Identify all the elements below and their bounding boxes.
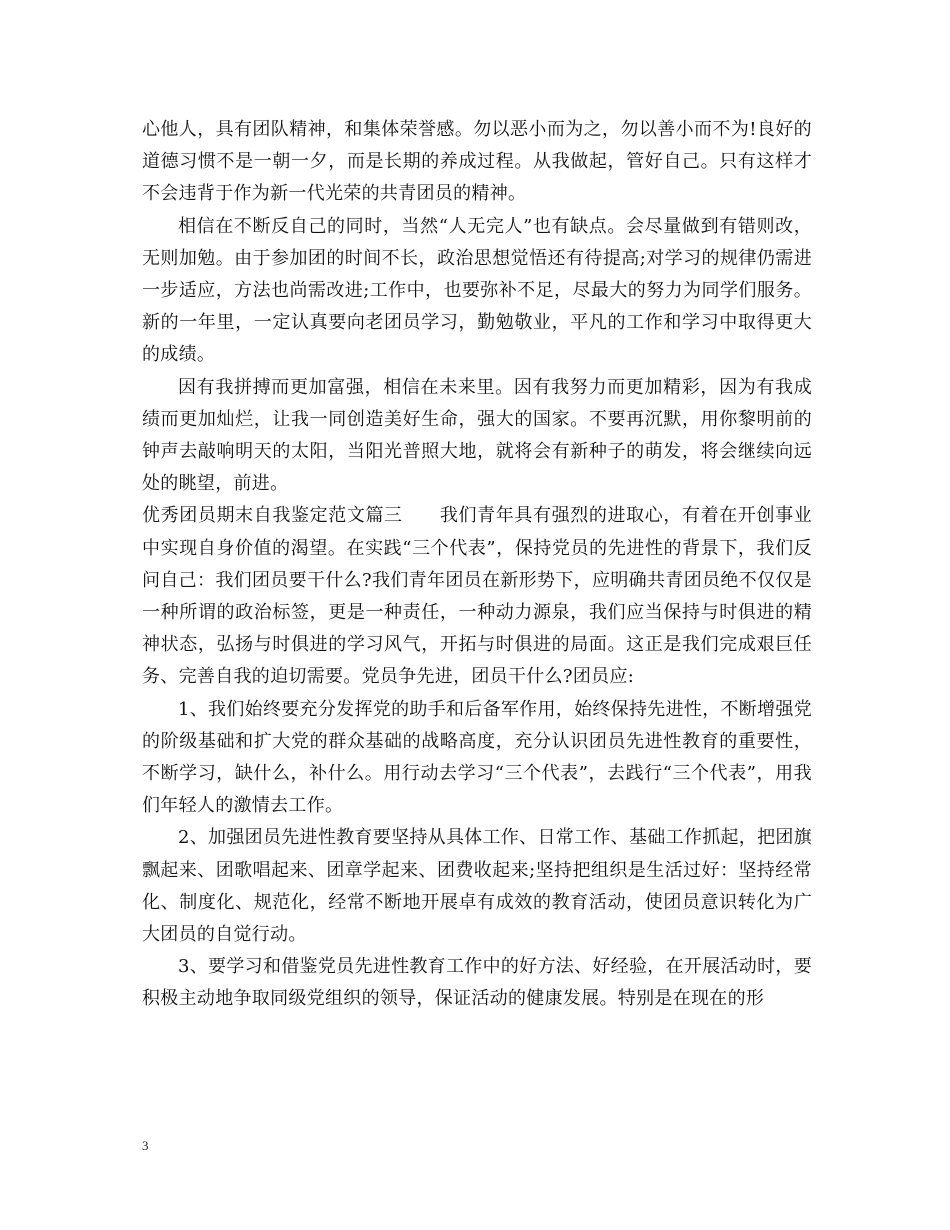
page-number: 3 xyxy=(142,1138,149,1153)
document-body xyxy=(142,114,812,1016)
paragraph-self-reflection: 相信在不断反自己的同时，当然“人无完人”也有缺点。会尽量做到有错则改，无则加勉。由于参加团的时间不长，政治思想觉悟还有待提高;对学习的规律仍需进一步适应，方法也尚需改进;工作中，也要弥补不足，尽最大的努力为同学们服务。新的一年里，一定认真要向老团员学习，勤勉敬业，平凡的工作和学习中取得更大的成绩。 xyxy=(142,215,812,366)
paragraph-continuation: 心他人，具有团队精神，和集体荣誉感。勿以恶小而为之，勿以善小而不为!良好的道德习惯不是一朝一夕，而是长期的养成过程。从我做起，管好自己。只有这样才不会违背于作为新一代光荣的共青团员的精神。 xyxy=(142,119,812,205)
paragraph-future-outlook: 因有我拼搏而更加富强，相信在未来里。因有我努力而更加精彩，因为有我成绩而更加灿烂，让我一同创造美好生命，强大的国家。不要再沉默，用你黎明前的钟声去敲响明天的太阳，当阳光普照大地，就将会有新种子的萌发，将会继续向远处的眺望，前进。 xyxy=(142,376,812,495)
list-item-point-3: 3、要学习和借鉴党员先进性教育工作中的好方法、好经验，在开展活动时，要积极主动地争取同级党组织的领导，保证活动的健康发展。特别是在现在的形 xyxy=(142,956,812,1010)
list-item-point-1: 1、我们始终要充分发挥党的助手和后备军作用，始终保持先进性，不断增强党的阶级基础和扩大党的群众基础的战略高度，充分认识团员先进性教育的重要性，不断学习，缺什么，补什么。用行动去学习“三个代表”，去践行“三个代表”，用我们年轻人的激情去工作。 xyxy=(142,698,812,817)
list-item-point-2: 2、加强团员先进性教育要坚持从具体工作、日常工作、基础工作抓起，把团旗飘起来、团歌唱起来、团章学起来、团费收起来;坚持把组织是生活过好：坚持经常化、制度化、规范化，经常不断地开展卓有成效的教育活动，使团员意识转化为广大团员的自觉行动。 xyxy=(142,827,812,946)
paragraph-section-three-heading: 优秀团员期末自我鉴定范文篇三 我们青年具有强烈的进取心，有着在开创事业中实现自身价值的渴望。在实践“三个代表”，保持党员的先进性的背景下，我们反问自己：我们团员要干什么?我们青年团员在新形势下，应明确共青团员绝不仅仅是一种所谓的政治标签，更是一种责任，一种动力源泉，我们应当保持与时俱进的精神状态，弘扬与时俱进的学习风气，开拓与时俱进的局面。这正是我们完成艰巨任务、完善自我的迫切需要。党员争先进，团员干什么?团员应: xyxy=(142,505,812,688)
